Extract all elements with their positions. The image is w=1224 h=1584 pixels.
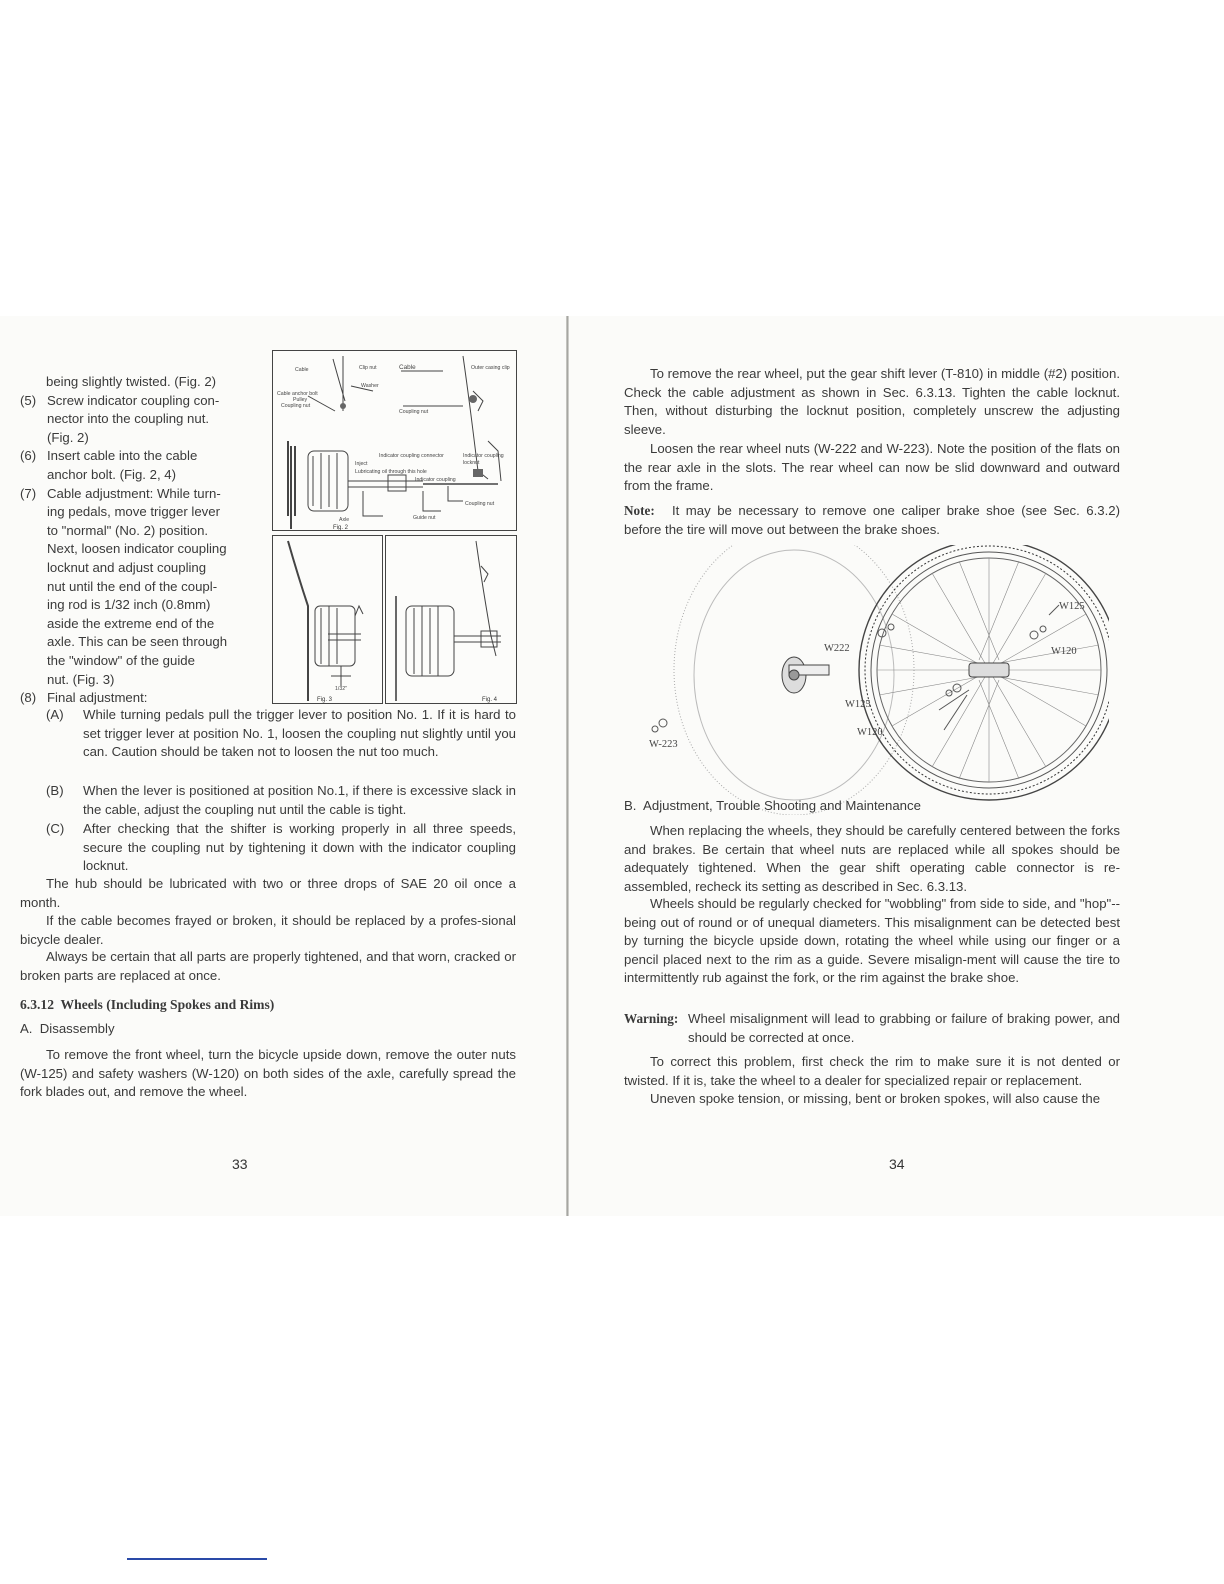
- left-top-line: [20, 689, 270, 708]
- label-w223: W-223: [649, 739, 678, 750]
- left-top-line-number: (7): [20, 485, 37, 501]
- item-c: [46, 820, 516, 876]
- fig2-label-inject: Inject: [355, 461, 368, 467]
- left-top-line-text: Final adjustment:: [47, 690, 148, 706]
- fig2-label-lubricating-oil: Lubricating oil through this hole: [355, 469, 427, 475]
- warning-block: [624, 1010, 1120, 1047]
- fig2-caption: Fig. 2: [333, 525, 349, 531]
- left-top-line-text: anchor bolt. (Fig. 2, 4): [47, 466, 177, 482]
- item-b-text: When the lever is positioned at position No.1, if there is excessive slack in the cable, adjust the coupling nut until the cable is tight.: [83, 783, 516, 817]
- item-a-text: While turning pedals pull the trigger lever to position No. 1. If it is hard to set trigger lever at position No. 1, loosen the coupling nut slightly until you can. Caution should be taken not to loosen the nut too much.: [83, 707, 516, 760]
- left-top-line: [20, 615, 270, 634]
- label-w222: W222: [824, 643, 850, 654]
- figure-2: [272, 350, 517, 531]
- left-top-line: [20, 671, 270, 690]
- left-top-line-text: to "normal" (No. 2) position.: [47, 522, 209, 538]
- label-w125-top: W125: [1059, 601, 1085, 612]
- label-w120-mid: W120: [857, 727, 883, 738]
- left-top-line: [20, 503, 270, 522]
- warning-label: Warning:: [624, 1011, 679, 1026]
- fig2-label-coupling-nut-bottom: Coupling nut: [465, 501, 495, 507]
- item-c-label: (C): [46, 821, 65, 836]
- left-top-line: [20, 596, 270, 615]
- left-para-lubrication: The hub should be lubricated with two or three drops of SAE 20 oil once a month.: [20, 876, 516, 910]
- fig2-label-guide-nut: Guide nut: [413, 515, 436, 521]
- right-para-loosen-nuts: Loosen the rear wheel nuts (W-222 and W-223). Note the position of the flats on the rear axle in the slots. The rear wheel can now be slid downward and outward from the frame.: [624, 441, 1120, 494]
- label-w125-mid: W125: [845, 699, 871, 710]
- left-top-line: [20, 429, 270, 448]
- note-label: Note:: [624, 503, 655, 518]
- fig3-dimension-label: 1/32": [335, 686, 347, 692]
- item-a-label: (A): [46, 707, 64, 722]
- left-top-line-number: (6): [20, 448, 37, 464]
- left-top-line-text: nut until the end of the coupl-: [47, 578, 218, 594]
- left-page: [0, 0, 566, 1584]
- right-page: [569, 0, 1224, 1584]
- left-top-line: [20, 540, 270, 559]
- left-top-line-text: (Fig. 2): [47, 429, 89, 445]
- fig2-label-cable: Cable: [399, 364, 416, 371]
- left-top-line-text: nector into the coupling nut.: [47, 411, 210, 427]
- left-top-line: [20, 578, 270, 597]
- fig2-label-indicator-coupling-connector: Indicator coupling connector: [379, 453, 444, 459]
- right-para-spoke-tension: Uneven spoke tension, or missing, bent or broken spokes, will also cause the: [650, 1091, 1101, 1106]
- label-w120-top: W120: [1051, 646, 1077, 657]
- fig2-label-indicator-coupling: Indicator coupling: [415, 477, 456, 483]
- left-top-line-text: aside the extreme end of the: [47, 615, 215, 631]
- note-block: [624, 502, 1120, 539]
- left-top-line: [20, 466, 270, 485]
- subheading-adjustment: B. Adjustment, Trouble Shooting and Maintenance: [624, 798, 921, 813]
- page-number-33: 33: [232, 1156, 248, 1172]
- fig2-label-indicator-coupling-locknut: Indicator coupling locknut: [463, 453, 504, 466]
- fig2-label-cable-anchor-bolt: Cable anchor bolt: [277, 391, 318, 397]
- left-top-line-text: being slightly twisted. (Fig. 2): [46, 374, 217, 389]
- wheel-figure: [639, 545, 1109, 815]
- left-para-front-wheel: To remove the front wheel, turn the bicycle upside down, remove the outer nuts (W-125) and safety washers (W-120) on both sides of the axle, carefully spread the fork blades out, and remove the wheel.: [20, 1047, 516, 1100]
- left-top-line-number: (5): [20, 392, 37, 408]
- figure-3: [272, 535, 383, 704]
- right-para-wobbling: Wheels should be regularly checked for "wobbling" from side to side, and "hop"--being out of round or of unequal diameters. This misalignment can be detected best by turning the bicycle upside down, rotating the wheel while using our finger or a pencil placed next to the rim as a guide. Severe misalign-ment will cause the tire to intermittently rub against the fork, or the rim against the brake shoe.: [624, 896, 1120, 986]
- right-para-correct-problem: To correct this problem, first check the rim to make sure it is not dented or twisted. If it is, take the wheel to a dealer for specialized repair or replacement.: [624, 1054, 1120, 1088]
- right-para-rear-wheel: To remove the rear wheel, put the gear shift lever (T-810) in middle (#2) position. Check the cable adjustment as shown in Sec. 6.3.13. Tighten the cable locknut. Then, without disturbing the locknut position, completely unscrew the adjusting sleeve.: [624, 366, 1120, 437]
- warning-text: Wheel misalignment will lead to grabbing or failure of braking power, and should be corrected at once.: [688, 1011, 1120, 1045]
- left-top-line: [20, 633, 270, 652]
- right-para-replacing-wheels: When replacing the wheels, they should be carefully centered between the forks and brakes. Be certain that wheel nuts are replaced while all spokes should be adequately tightened. When the gear shift operating cable connector is re-assembled, recheck its setting as described in Sec. 6.3.13.: [624, 823, 1120, 894]
- fig2-label-coupling-nut-left: Coupling nut: [281, 403, 311, 409]
- subheading-disassembly: A. Disassembly: [20, 1021, 115, 1036]
- left-top-line-text: nut. (Fig. 3): [47, 671, 115, 687]
- left-top-line-text: ing pedals, move trigger lever: [47, 504, 220, 520]
- figure-4: [385, 535, 517, 704]
- left-top-line: [20, 522, 270, 541]
- note-text: It may be necessary to remove one caliper brake shoe (see Sec. 6.3.2) before the tire will move out between the brake shoes.: [624, 503, 1120, 537]
- item-c-text: After checking that the shifter is working properly in all three speeds, secure the coupling nut by tightening it down with the indicator coupling locknut.: [83, 821, 516, 874]
- fig2-label-axle: Axle: [339, 517, 350, 523]
- section-heading-wheels: 6.3.12 Wheels (Including Spokes and Rims): [20, 997, 275, 1012]
- item-b-label: (B): [46, 783, 64, 798]
- figure-4-drawing: [386, 536, 516, 703]
- fig2-label-clip-nut: Clip nut: [359, 365, 377, 371]
- fig2-label-coupling-nut-top: Coupling nut: [399, 409, 429, 415]
- left-top-line: [20, 485, 270, 504]
- item-a: [46, 706, 516, 762]
- item-b: [46, 782, 516, 819]
- fig4-caption: Fig. 4: [482, 697, 498, 703]
- fig3-caption: Fig. 3: [317, 697, 333, 703]
- left-top-line-text: ing rod is 1/32 inch (0.8mm): [47, 597, 211, 613]
- left-top-line-text: locknut and adjust coupling: [47, 559, 207, 575]
- left-top-line-text: axle. This can be seen through: [47, 634, 228, 650]
- fig2-label-cable-small: Cable: [295, 367, 309, 373]
- left-top-line-text: Screw indicator coupling con-: [47, 392, 220, 408]
- fig2-label-washer: Washer: [361, 383, 379, 389]
- left-top-line-text: Next, loosen indicator coupling: [47, 541, 227, 557]
- figure-3-drawing: [273, 536, 382, 703]
- left-top-line-text: the "window" of the guide: [47, 652, 195, 668]
- left-top-line: [20, 559, 270, 578]
- fig2-label-outer-casing-clip: Outer casing clip: [471, 365, 510, 371]
- left-top-lines: [20, 373, 270, 708]
- left-top-line: [20, 392, 270, 411]
- left-top-line: [20, 447, 270, 466]
- fig2-label-pulley: Pulley: [293, 397, 308, 403]
- page-number-34: 34: [889, 1156, 905, 1172]
- left-top-line-text: Insert cable into the cable: [47, 448, 198, 464]
- left-top-line-number: (8): [20, 690, 37, 706]
- left-para-cable-replace: If the cable becomes frayed or broken, it should be replaced by a profes-sional bicycle dealer.: [20, 913, 516, 947]
- left-para-parts-tightened: Always be certain that all parts are properly tightened, and that worn, cracked or broken parts are replaced at once.: [20, 949, 516, 983]
- left-top-line: [20, 410, 270, 429]
- left-top-line: [20, 373, 270, 392]
- left-top-line-text: Cable adjustment: While turn-: [47, 485, 221, 501]
- left-top-line: [20, 652, 270, 671]
- blue-underline-mark: [127, 1558, 267, 1560]
